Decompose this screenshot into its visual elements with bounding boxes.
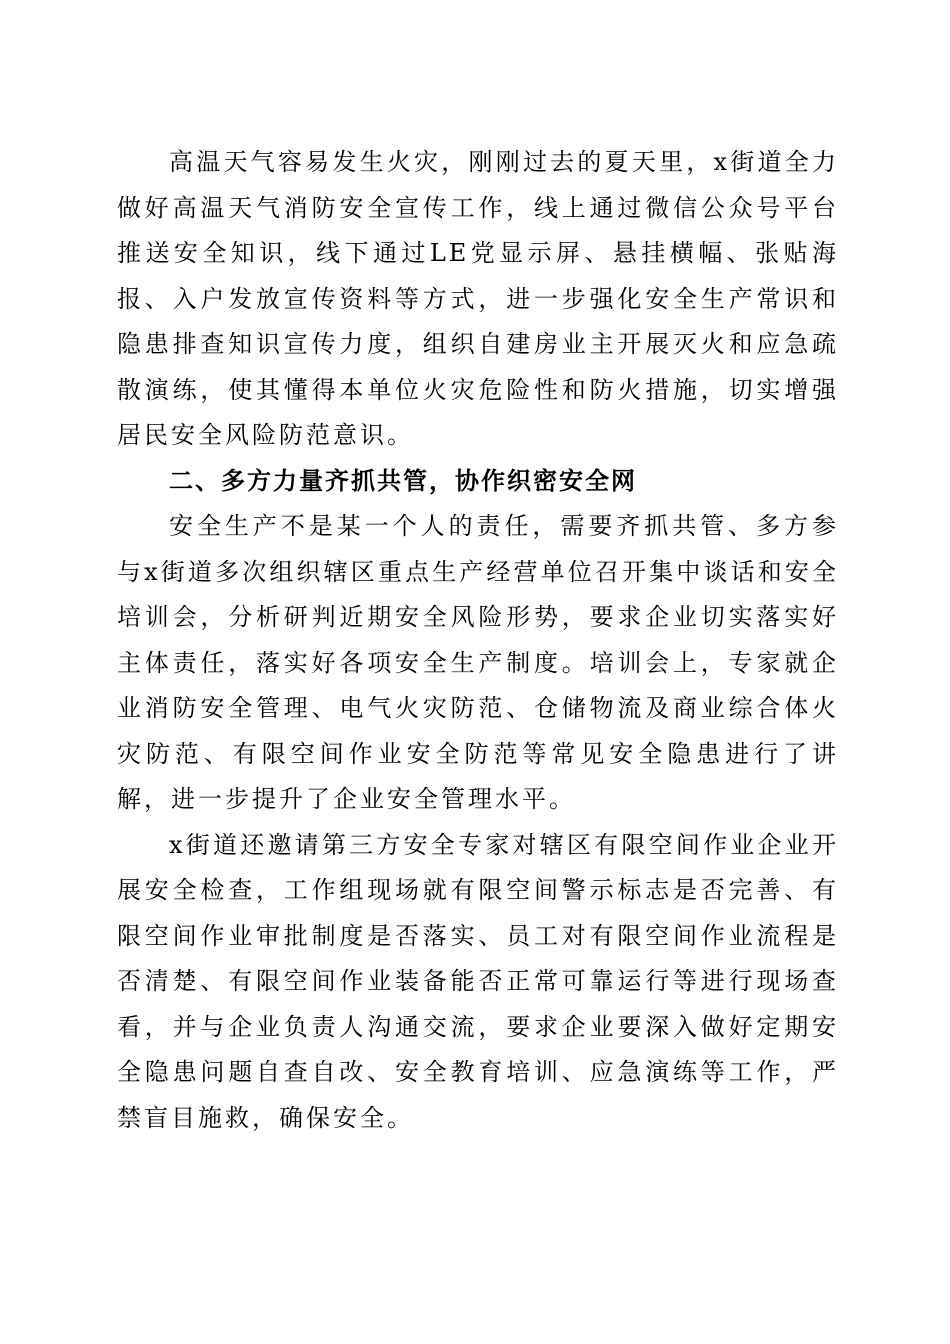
section-heading-2: 二、多方力量齐抓共管，协作织密安全网: [169, 466, 637, 495]
paragraph-fire-safety-publicity: 高温天气容易发生火灾，刚刚过去的夏天里，x街道全力做好高温天气消防安全宣传工作，线上通过微信公众号平台推送安全知识，线下通过LE党显示屏、悬挂横幅、张贴海报、入户发放宣传资料等方式，进一步强化安全生产常识和隐患排查知识宣传力度，组织自建房业主开展灭火和应急疏散演练，使其懂得本单位火灾危险性和防火措施，切实增强居民安全风险防范意识。: [117, 148, 839, 449]
paragraph-joint-management: 安全生产不是某一个人的责任，需要齐抓共管、多方参与x街道多次组织辖区重点生产经营单位召开集中谈话和安全培训会，分析研判近期安全风险形势，要求企业切实落实好主体责任，落实好各项安全生产制度。培训会上，专家就企业消防安全管理、电气火灾防范、仓储物流及商业综合体火灾防范、有限空间作业安全防范等常见安全隐患进行了讲解，进一步提升了企业安全管理水平。: [117, 512, 839, 813]
paragraph-confined-space-inspection: x街道还邀请第三方安全专家对辖区有限空间作业企业开展安全检查，工作组现场就有限空间警示标志是否完善、有限空间作业审批制度是否落实、员工对有限空间作业流程是否清楚、有限空间作业装备能否正常可靠运行等进行现场查看，并与企业负责人沟通交流，要求企业要深入做好定期安全隐患问题自查自改、安全教育培训、应急演练等工作，严禁盲目施救，确保安全。: [117, 830, 839, 1132]
document-body: [117, 140, 839, 1141]
